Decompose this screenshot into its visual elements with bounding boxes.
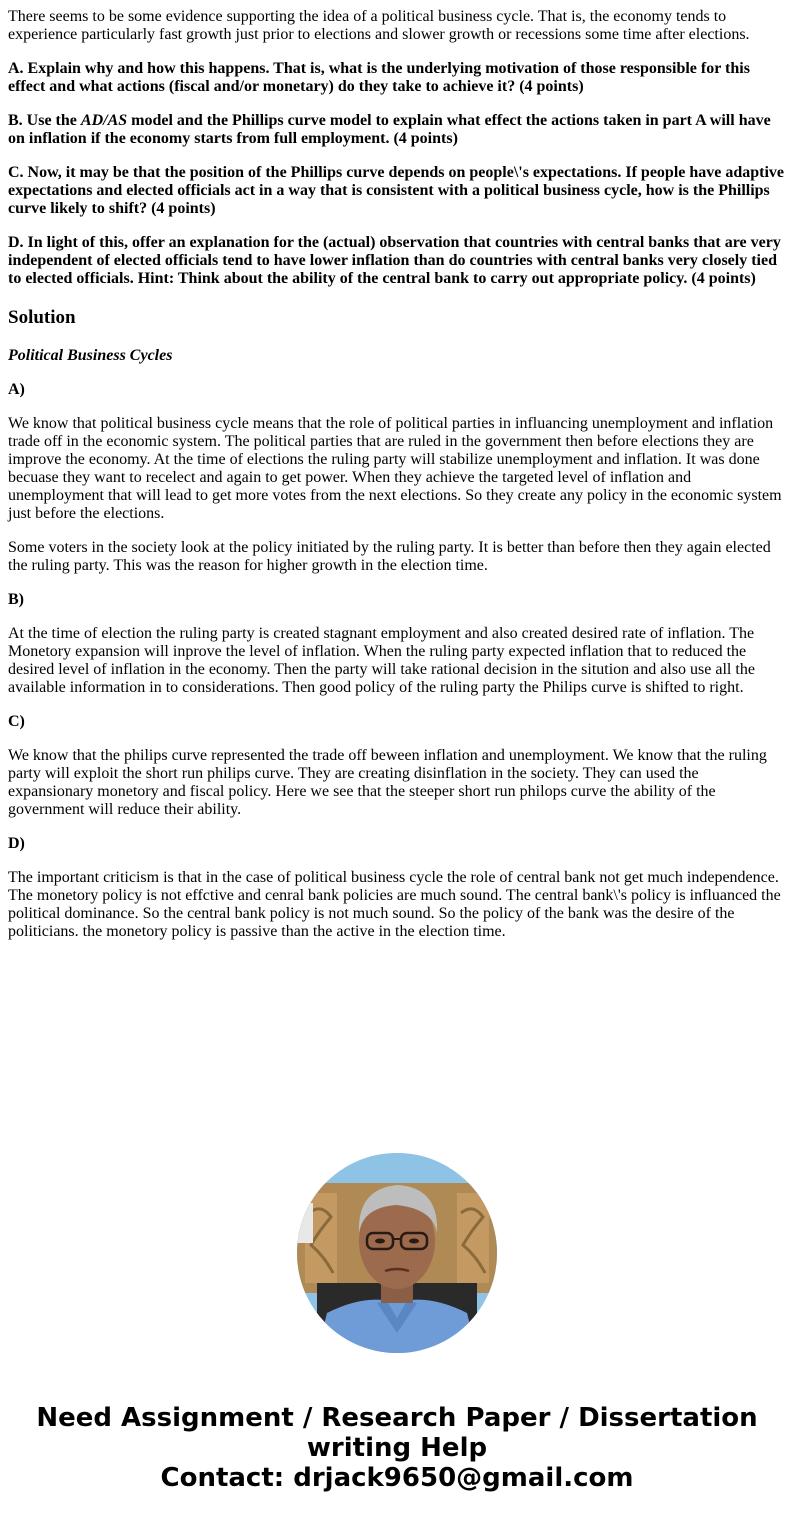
question-part-b-model: AD/AS (80, 112, 128, 129)
answer-a-paragraph-2: Some voters in the society look at the policy initiated by the ruling party. It is better than before then they again elected the ruling party. This was the reason for higher growth in the election time. (8, 539, 771, 574)
author-avatar (297, 1153, 497, 1353)
author-portrait-icon (297, 1153, 497, 1353)
answer-a-label: A) (8, 381, 25, 398)
question-part-a: A. Explain why and how this happens. That is, what is the underlying motivation of those responsible for this effect and what actions (fiscal and/or monetary) do they take to achieve it? (4 points) (8, 60, 750, 95)
answer-b-label: B) (8, 591, 24, 608)
answer-c-label: C) (8, 713, 25, 730)
question-part-d: D. In light of this, offer an explanation for the (actual) observation that countries with central banks that are very independent of elected officials tend to have lower inflation than do countries with central banks very closely tied to elected officials. Hint: Think about the ability of the central bank to carry out appropriate policy. (4 points) (8, 234, 781, 287)
question-part-b (8, 112, 786, 148)
promo-line-1: Need Assignment / Research Paper / Dissertation (36, 1403, 758, 1433)
promo-contact: Contact: drjack9650@gmail.com (160, 1463, 634, 1493)
promo-line-2: writing Help (306, 1433, 488, 1463)
promo-banner (0, 1403, 794, 1493)
question-intro: There seems to be some evidence supporting the idea of a political business cycle. That is, the economy tends to experience particularly fast growth just prior to elections and slower growth or recessions some time after elections. (8, 8, 750, 43)
solution-subtitle: Political Business Cycles (8, 347, 173, 364)
answer-c-paragraph: We know that the philips curve represented the trade off beween inflation and unemployment. We know that the ruling party will exploit the short run philips curve. They are creating disinflation in the society. They can used the expansionary monetory and fiscal policy. Here we see that the steeper short run philops curve the ability of the government will reduce their ability. (8, 747, 767, 818)
answer-d-label: D) (8, 835, 25, 852)
question-part-b-prefix: B. Use the (8, 112, 81, 129)
question-part-b-suffix: model and the Phillips curve model to explain what effect the actions taken in part A will have on inflation if the economy starts from full employment. (4 points) (8, 112, 771, 147)
answer-d-paragraph: The important criticism is that in the case of political business cycle the role of central bank not get much independence. The monetory policy is not effctive and cenral bank policies are much sound. The central bank\'s policy is influanced the political dominance. So the central bank policy is not much sound. So the policy of the bank was the desire of the politicians. the monetory policy is passive than the active in the election time. (8, 869, 781, 940)
answer-b-paragraph: At the time of election the ruling party is created stagnant employment and also created desired rate of inflation. The Monetory expansion will inprove the level of inflation. When the ruling party expected inflation that to reduced the desired level of inflation in the economy. Then the party will take rational decision in the sitution and also use all the available information in to considerations. Then good policy of the ruling party the Philips curve is shifted to right. (8, 625, 755, 696)
question-part-c: C. Now, it may be that the position of the Phillips curve depends on people\'s expectations. If people have adaptive expectations and elected officials act in a way that is consistent with a political business cycle, how is the Phillips curve likely to shift? (4 points) (8, 164, 785, 217)
answer-a-paragraph-1: We know that political business cycle means that the role of political parties in influancing unemployment and inflation trade off in the economic system. The political parties that are ruled in the government then before elections they are improve the economy. At the time of elections the ruling party will stabilize unemployment and inflation. It was done becuase they want to recelect and again to get power. When they achieve the targeted level of inflation and unemployment that will lead to get more votes from the next elections. So they create any policy in the economic system just before the elections. (8, 415, 782, 522)
solution-heading: Solution (8, 307, 76, 328)
